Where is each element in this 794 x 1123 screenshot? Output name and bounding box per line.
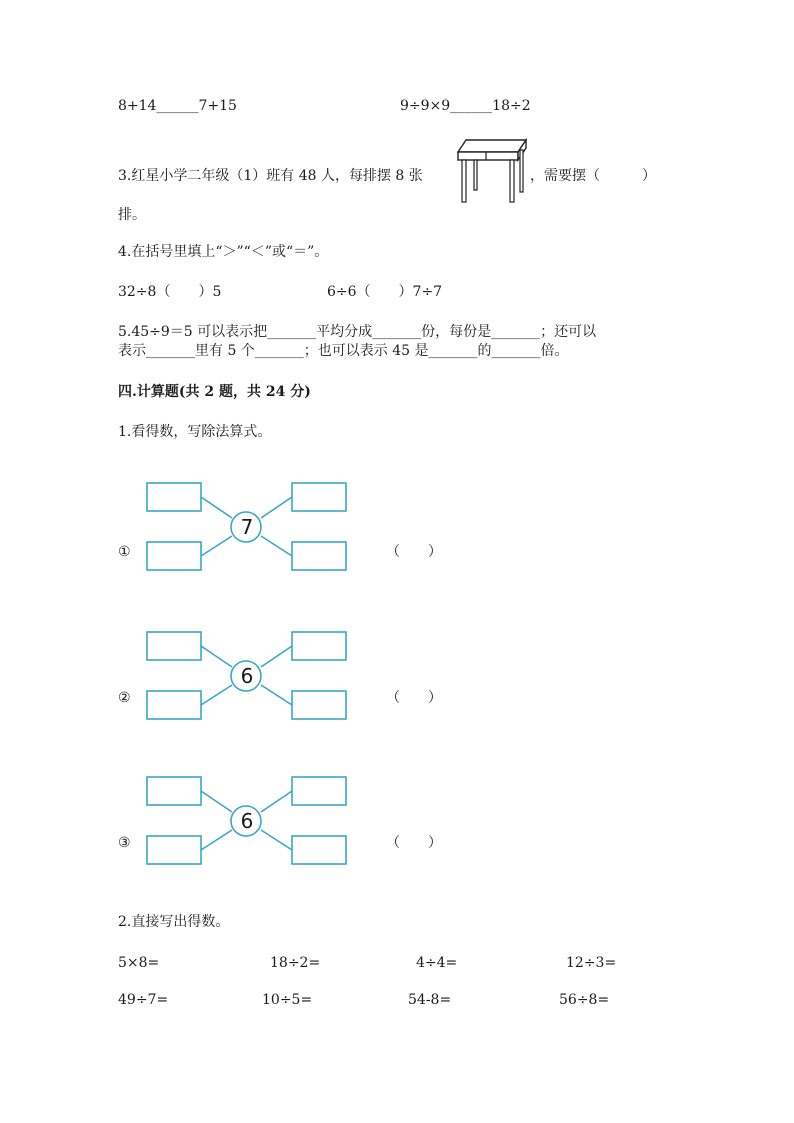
compare-left: 8+14______7+15	[118, 98, 237, 114]
answer-box	[292, 632, 346, 660]
q5-line2: 表示_______里有 5 个_______；也可以表示 45 是_______的_______倍。	[118, 343, 569, 359]
calc-item: 4÷4=	[416, 955, 458, 971]
answer-paren: （ ）	[386, 544, 442, 560]
table-icon	[456, 136, 528, 204]
calc2-prompt: 2.直接写出得数。	[118, 914, 230, 930]
answer-box	[147, 836, 201, 864]
section-heading: 四.计算题(共 2 题，共 24 分)	[118, 384, 311, 400]
calc-item: 49÷7=	[118, 992, 169, 1008]
answer-box	[292, 777, 346, 805]
answer-box	[147, 777, 201, 805]
answer-box	[292, 836, 346, 864]
calc-item: 54-8=	[408, 992, 452, 1008]
center-number: 6	[240, 809, 254, 833]
answer-paren: （ ）	[386, 690, 442, 706]
answer-box	[292, 483, 346, 511]
center-number: 7	[240, 515, 254, 539]
answer-box	[292, 691, 346, 719]
center-number: 6	[240, 664, 254, 688]
answer-box	[292, 542, 346, 570]
q5-line1: 5.45÷9＝5 可以表示把_______平均分成_______份，每份是_______；还可以	[118, 324, 597, 340]
answer-paren: （ ）	[386, 835, 442, 851]
calc-item: 56÷8=	[559, 992, 610, 1008]
q4-item1: 32÷8（ ）5	[118, 284, 222, 300]
item-label: ①	[118, 544, 131, 560]
answer-box	[147, 691, 201, 719]
answer-box	[147, 632, 201, 660]
calc1-prompt: 1.看得数，写除法算式。	[118, 424, 272, 440]
q3-text-line2: 排。	[118, 207, 146, 223]
calc-item: 18÷2=	[270, 955, 321, 971]
q4-text: 4.在括号里填上“＞”“＜”或“＝”。	[118, 244, 329, 260]
item-label: ③	[118, 835, 131, 851]
item-label: ②	[118, 690, 131, 706]
q3-text-after: ，需要摆（ ）	[530, 168, 656, 184]
calc-item: 10÷5=	[262, 992, 313, 1008]
q3-text-before: 3.红星小学二年级（1）班有 48 人，每排摆 8 张	[118, 168, 423, 184]
compare-right: 9÷9×9______18÷2	[400, 98, 531, 114]
answer-box	[147, 542, 201, 570]
q4-item2: 6÷6（ ）7÷7	[327, 284, 443, 300]
calc-item: 5×8=	[118, 955, 160, 971]
calc-item: 12÷3=	[566, 955, 617, 971]
answer-box	[147, 483, 201, 511]
